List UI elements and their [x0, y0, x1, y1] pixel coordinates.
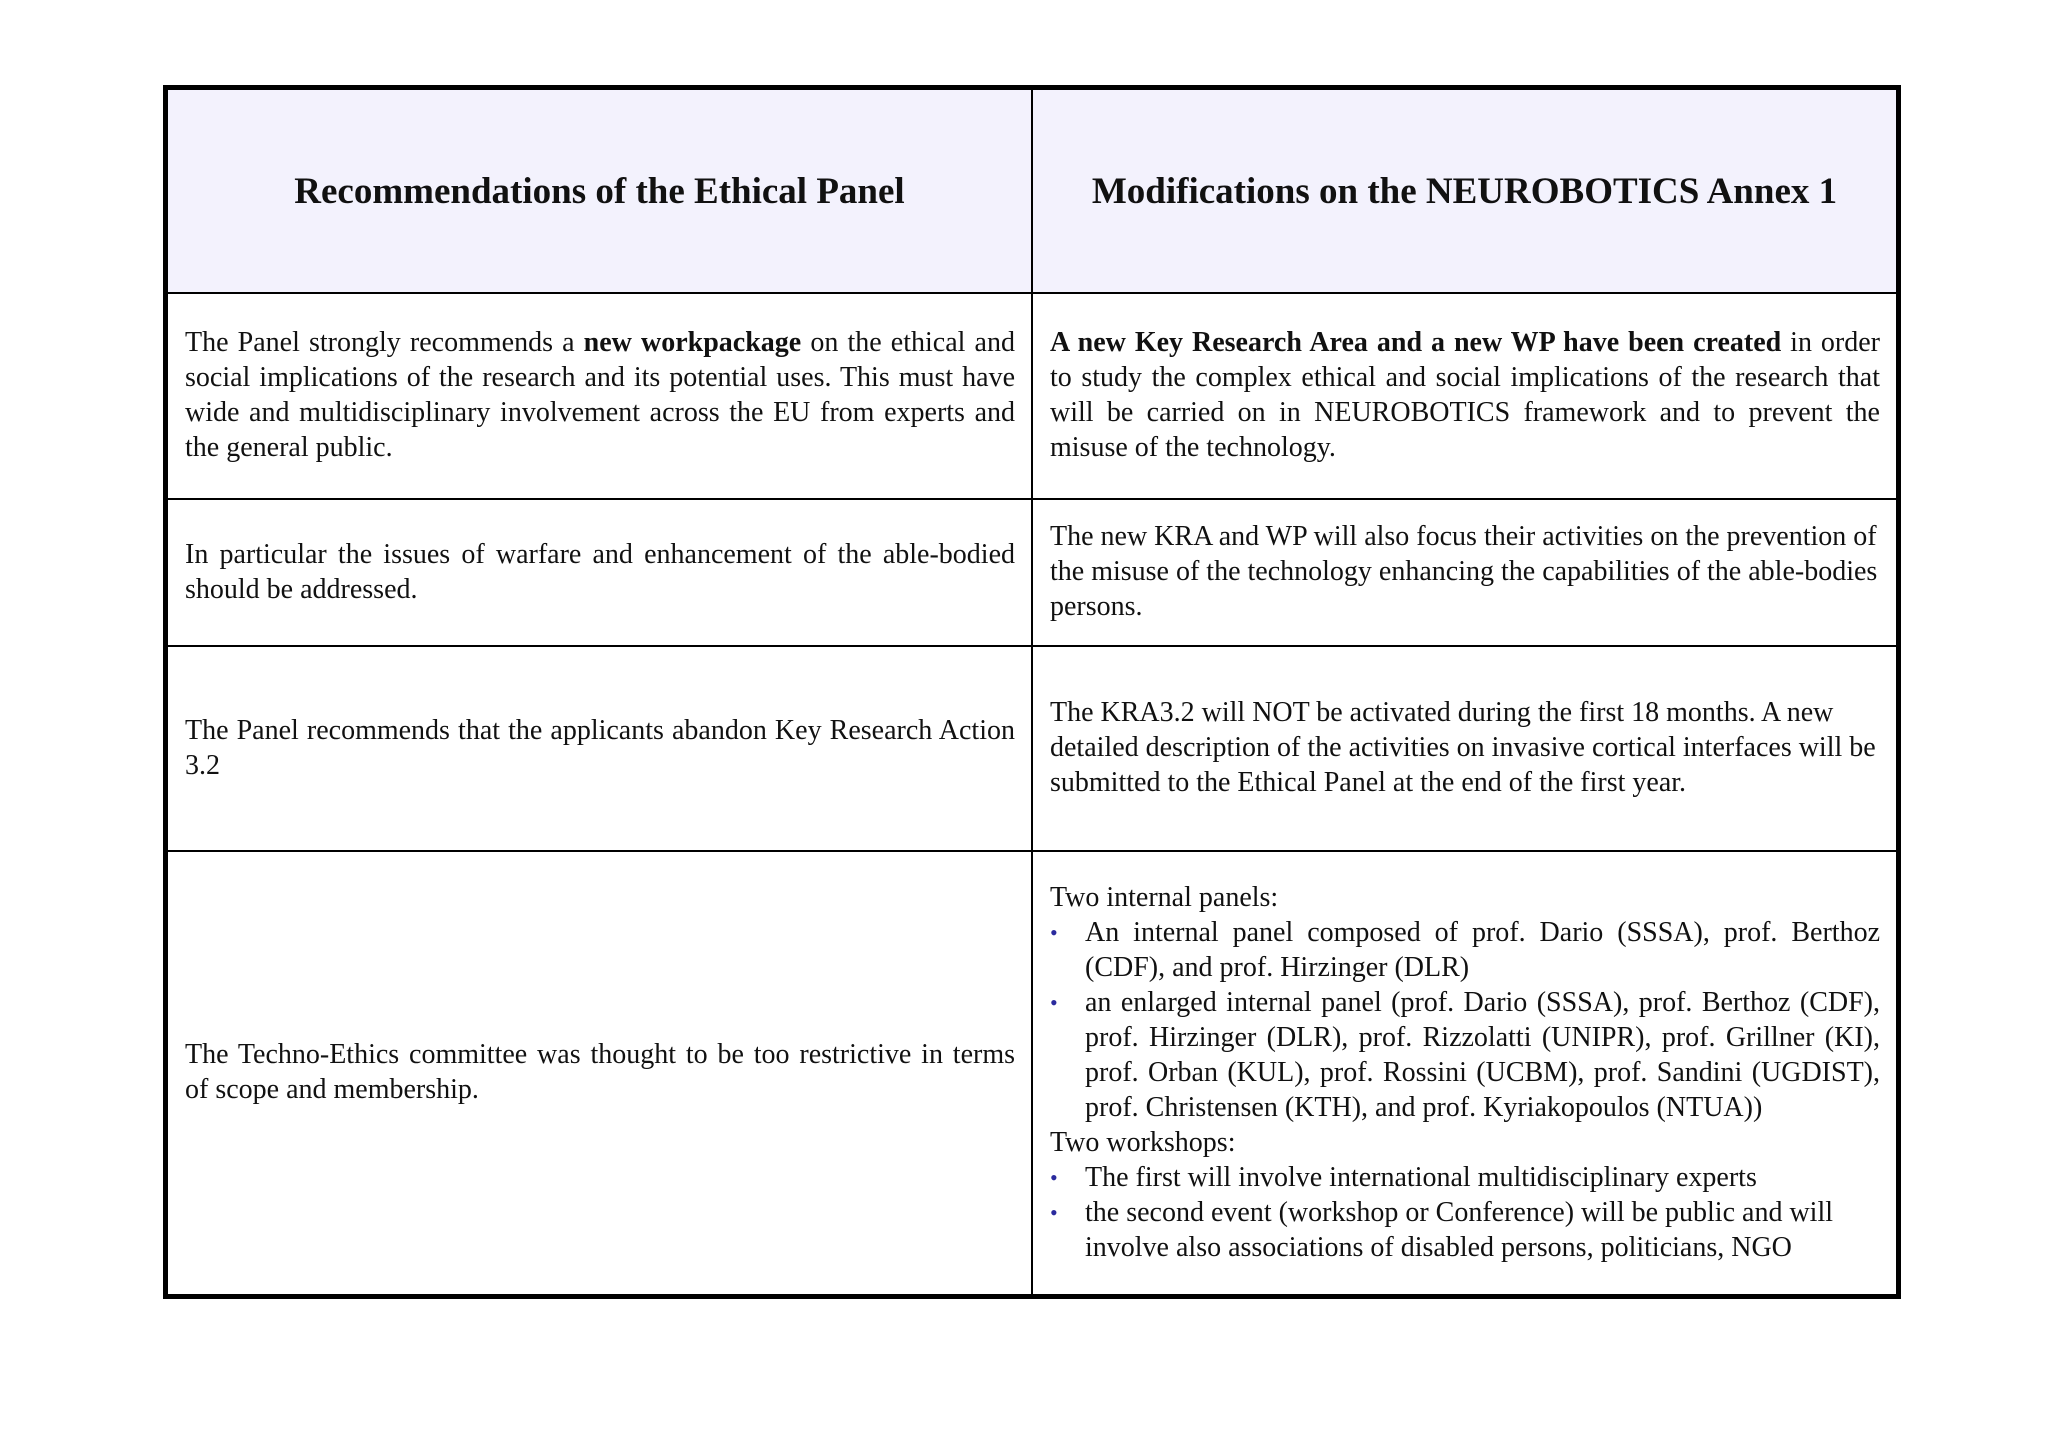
recommendation-text-after: on the ethical and social implications of the research and its potential uses. This must have wide and multidisciplinary involvement across the EU from experts and the general public. — [185, 327, 1015, 463]
header-recommendations: Recommendations of the Ethical Panel — [168, 90, 1032, 293]
panels-heading: Two internal panels: — [1050, 881, 1279, 913]
modification-cell — [1032, 499, 1896, 646]
modification-text-after: in order to study the complex ethical and social implications of the research that will be carried on in NEUROBOTICS framework and to prevent the misuse of the technology. — [1050, 327, 1880, 463]
ethics-recommendations-table — [168, 90, 1896, 1294]
list-item-text: The first will involve international multidisciplinary experts — [1085, 1161, 1757, 1193]
list-item — [1050, 985, 1880, 1125]
recommendation-cell — [168, 646, 1032, 851]
table-row — [168, 646, 1896, 851]
list-item-text: An internal panel composed of prof. Dario (SSSA), prof. Berthoz (CDF), and prof. Hirzinger (DLR) — [1085, 916, 1880, 983]
bullet-icon: • — [1050, 989, 1058, 1015]
bullet-icon: • — [1050, 919, 1058, 945]
ethics-table-frame — [163, 85, 1901, 1299]
list-item — [1050, 1160, 1880, 1195]
table-row — [168, 293, 1896, 499]
modification-text: The KRA3.2 will NOT be activated during the first 18 months. A new detailed description of the activities on invasive cortical interfaces will be submitted to the Ethical Panel at the end of the first year. — [1050, 697, 1876, 798]
workshops-list — [1050, 1160, 1880, 1265]
list-item-text: the second event (workshop or Conference) will be public and will involve also associations of disabled persons, politicians, NGO — [1085, 1196, 1834, 1263]
recommendation-cell — [168, 293, 1032, 499]
workshops-heading: Two workshops: — [1050, 1126, 1236, 1158]
table-row — [168, 851, 1896, 1294]
header-modifications: Modifications on the NEUROBOTICS Annex 1 — [1032, 90, 1896, 293]
modification-text: The new KRA and WP will also focus their activities on the prevention of the misuse of the technology enhancing the capabilities of the able-bodies persons. — [1050, 521, 1878, 622]
bullet-icon: • — [1050, 1164, 1058, 1190]
table-header-row — [168, 90, 1896, 293]
recommendation-cell — [168, 851, 1032, 1294]
recommendation-text-before: The Panel strongly recommends a — [185, 327, 584, 358]
list-item — [1050, 1195, 1880, 1265]
modification-cell — [1032, 851, 1896, 1294]
modification-cell — [1032, 646, 1896, 851]
recommendation-text: The Panel recommends that the applicants abandon Key Research Action 3.2 — [185, 714, 1015, 781]
list-item-text: an enlarged internal panel (prof. Dario (SSSA), prof. Berthoz (CDF), prof. Hirzinger (DLR), prof. Rizzolatti (UNIPR), prof. Grillner (KI), prof. Orban (KUL), prof. Rossini (UCBM), prof. Sandini (UGDIST), prof. Christensen (KTH), and prof. Kyriakopoulos (NTUA)) — [1085, 986, 1880, 1123]
recommendation-text: In particular the issues of warfare and enhancement of the able-bodied should be addressed. — [185, 538, 1015, 605]
recommendation-cell — [168, 499, 1032, 646]
recommendation-bold-text: new workpackage — [583, 327, 802, 358]
list-item — [1050, 915, 1880, 985]
bullet-icon: • — [1050, 1199, 1058, 1225]
recommendation-text: The Techno-Ethics committee was thought to be too restrictive in terms of scope and membership. — [185, 1039, 1015, 1105]
modification-bold-text: A new Key Research Area and a new WP have been created — [1050, 327, 1782, 358]
modification-cell — [1032, 293, 1896, 499]
table-row — [168, 499, 1896, 646]
panels-list — [1050, 915, 1880, 1125]
